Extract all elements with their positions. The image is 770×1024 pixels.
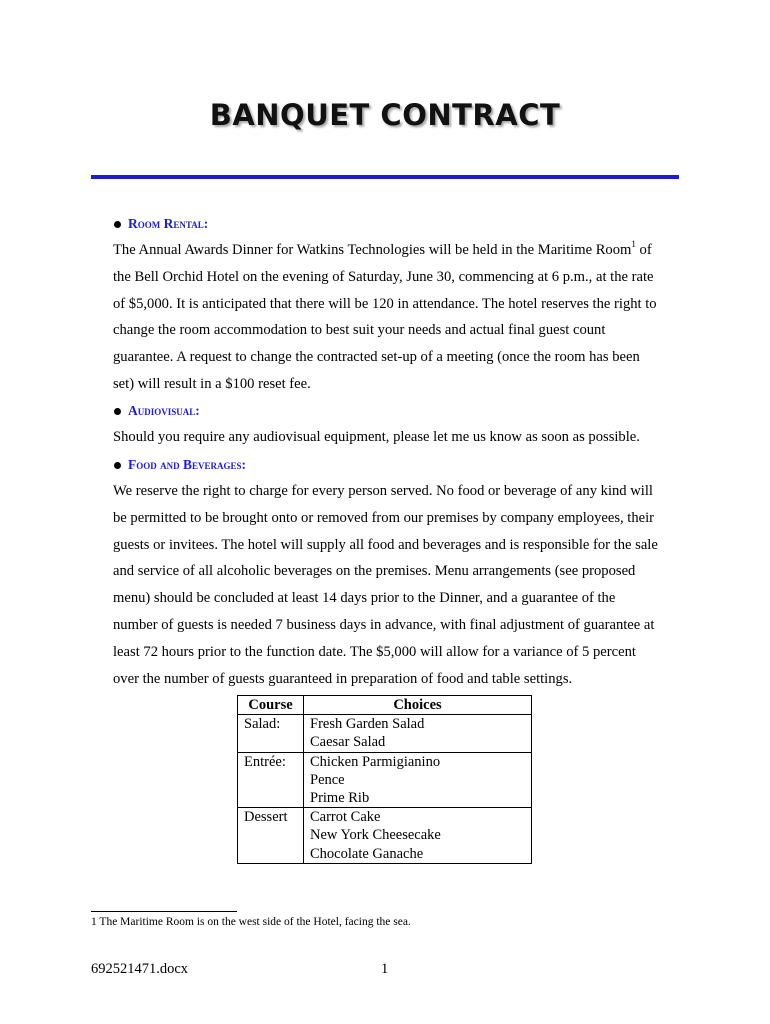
section-body-room-rental [113, 237, 678, 398]
section-heading-audiovisual: Audiovisual: [128, 403, 200, 418]
paragraph-line: least 72 hours prior to the function date. The $5,000 will allow for a variance of 5 percent [113, 643, 636, 660]
paragraph-line: number of guests is needed 7 business days in advance, with final adjustment of guarantee at [113, 616, 655, 633]
document-title: BANQUET CONTRACT [209, 98, 561, 132]
menu-choice: Pence [310, 771, 345, 788]
bullet-icon [114, 462, 121, 469]
menu-choice: New York Cheesecake [310, 827, 441, 844]
paragraph-line: We reserve the right to charge for every person served. No food or beverage of any kind will [113, 483, 653, 499]
paragraph-line: and service of all alcoholic beverages on the premises. Menu arrangements (see proposed [113, 563, 636, 580]
paragraph-line: of $5,000. It is anticipated that there will be 120 in attendance. The hotel reserves the right to [113, 295, 657, 312]
paragraph-line: change the room accommodation to best suit your needs and actual final guest count [113, 322, 606, 339]
menu-choice: Chocolate Ganache [310, 845, 424, 862]
table-cell-choices [304, 752, 532, 808]
footnote-text: 1 The Maritime Room is on the west side of the Hotel, facing the sea. [91, 916, 411, 928]
footer-page-number: 1 [381, 961, 389, 977]
paragraph-line: guests or invitees. The hotel will supply all food and beverages and is responsible for the sale [113, 536, 658, 553]
paragraph-line: The Annual Awards Dinner for Watkins Technologies will be held in the Maritime Room$^1$ of [113, 239, 652, 258]
table-cell-course: Salad: [238, 715, 304, 752]
paragraph-line: menu) should be concluded at least 14 days prior to the Dinner, and a guarantee of the [113, 590, 616, 607]
table-cell-course: Dessert [238, 808, 304, 864]
footnote-reference[interactable]: 1 [631, 239, 636, 249]
table-row [238, 808, 532, 864]
table-cell-choices [304, 715, 532, 752]
paragraph-line: over the number of guests guaranteed in preparation of food and table settings. [113, 670, 573, 687]
section-body-audiovisual [113, 424, 678, 451]
paragraph-line: guarantee. A request to change the contracted set-up of a meeting (once the room has been [113, 349, 640, 366]
footnote-separator [91, 911, 237, 912]
table-header-course: Course [238, 696, 304, 715]
title-underline-rule [91, 175, 679, 179]
footer-filename: 692521471.docx [91, 961, 189, 977]
table-cell-course: Entrée: [238, 752, 304, 808]
bullet-icon [114, 408, 121, 415]
paragraph-line: be permitted to be brought onto or removed from our premises by company employees, their [113, 509, 655, 526]
menu-table [237, 695, 532, 864]
section-heading-food-and-beverages: Food and Beverages: [128, 457, 247, 472]
menu-choice: Prime Rib [310, 790, 370, 807]
section-heading-room-rental: Room Rental: [128, 216, 209, 231]
bullet-icon [114, 221, 121, 228]
table-row [238, 715, 532, 752]
section-body-food-and-beverages [113, 478, 678, 692]
menu-choice: Caesar Salad [310, 734, 386, 751]
paragraph-line: Should you require any audiovisual equipment, please let me us know as soon as possible. [113, 429, 640, 445]
table-header-choices: Choices [304, 696, 532, 715]
menu-choice: Fresh Garden Salad [310, 716, 425, 733]
menu-choice: Chicken Parmigianino [310, 753, 441, 770]
table-row [238, 752, 532, 808]
table-cell-choices [304, 808, 532, 864]
paragraph-line: set) will result in a $100 reset fee. [113, 375, 311, 392]
menu-choice: Carrot Cake [310, 809, 381, 826]
paragraph-line: the Bell Orchid Hotel on the evening of Saturday, June 30, commencing at 6 p.m., at the rate [113, 268, 654, 285]
table-header-row [238, 696, 532, 715]
